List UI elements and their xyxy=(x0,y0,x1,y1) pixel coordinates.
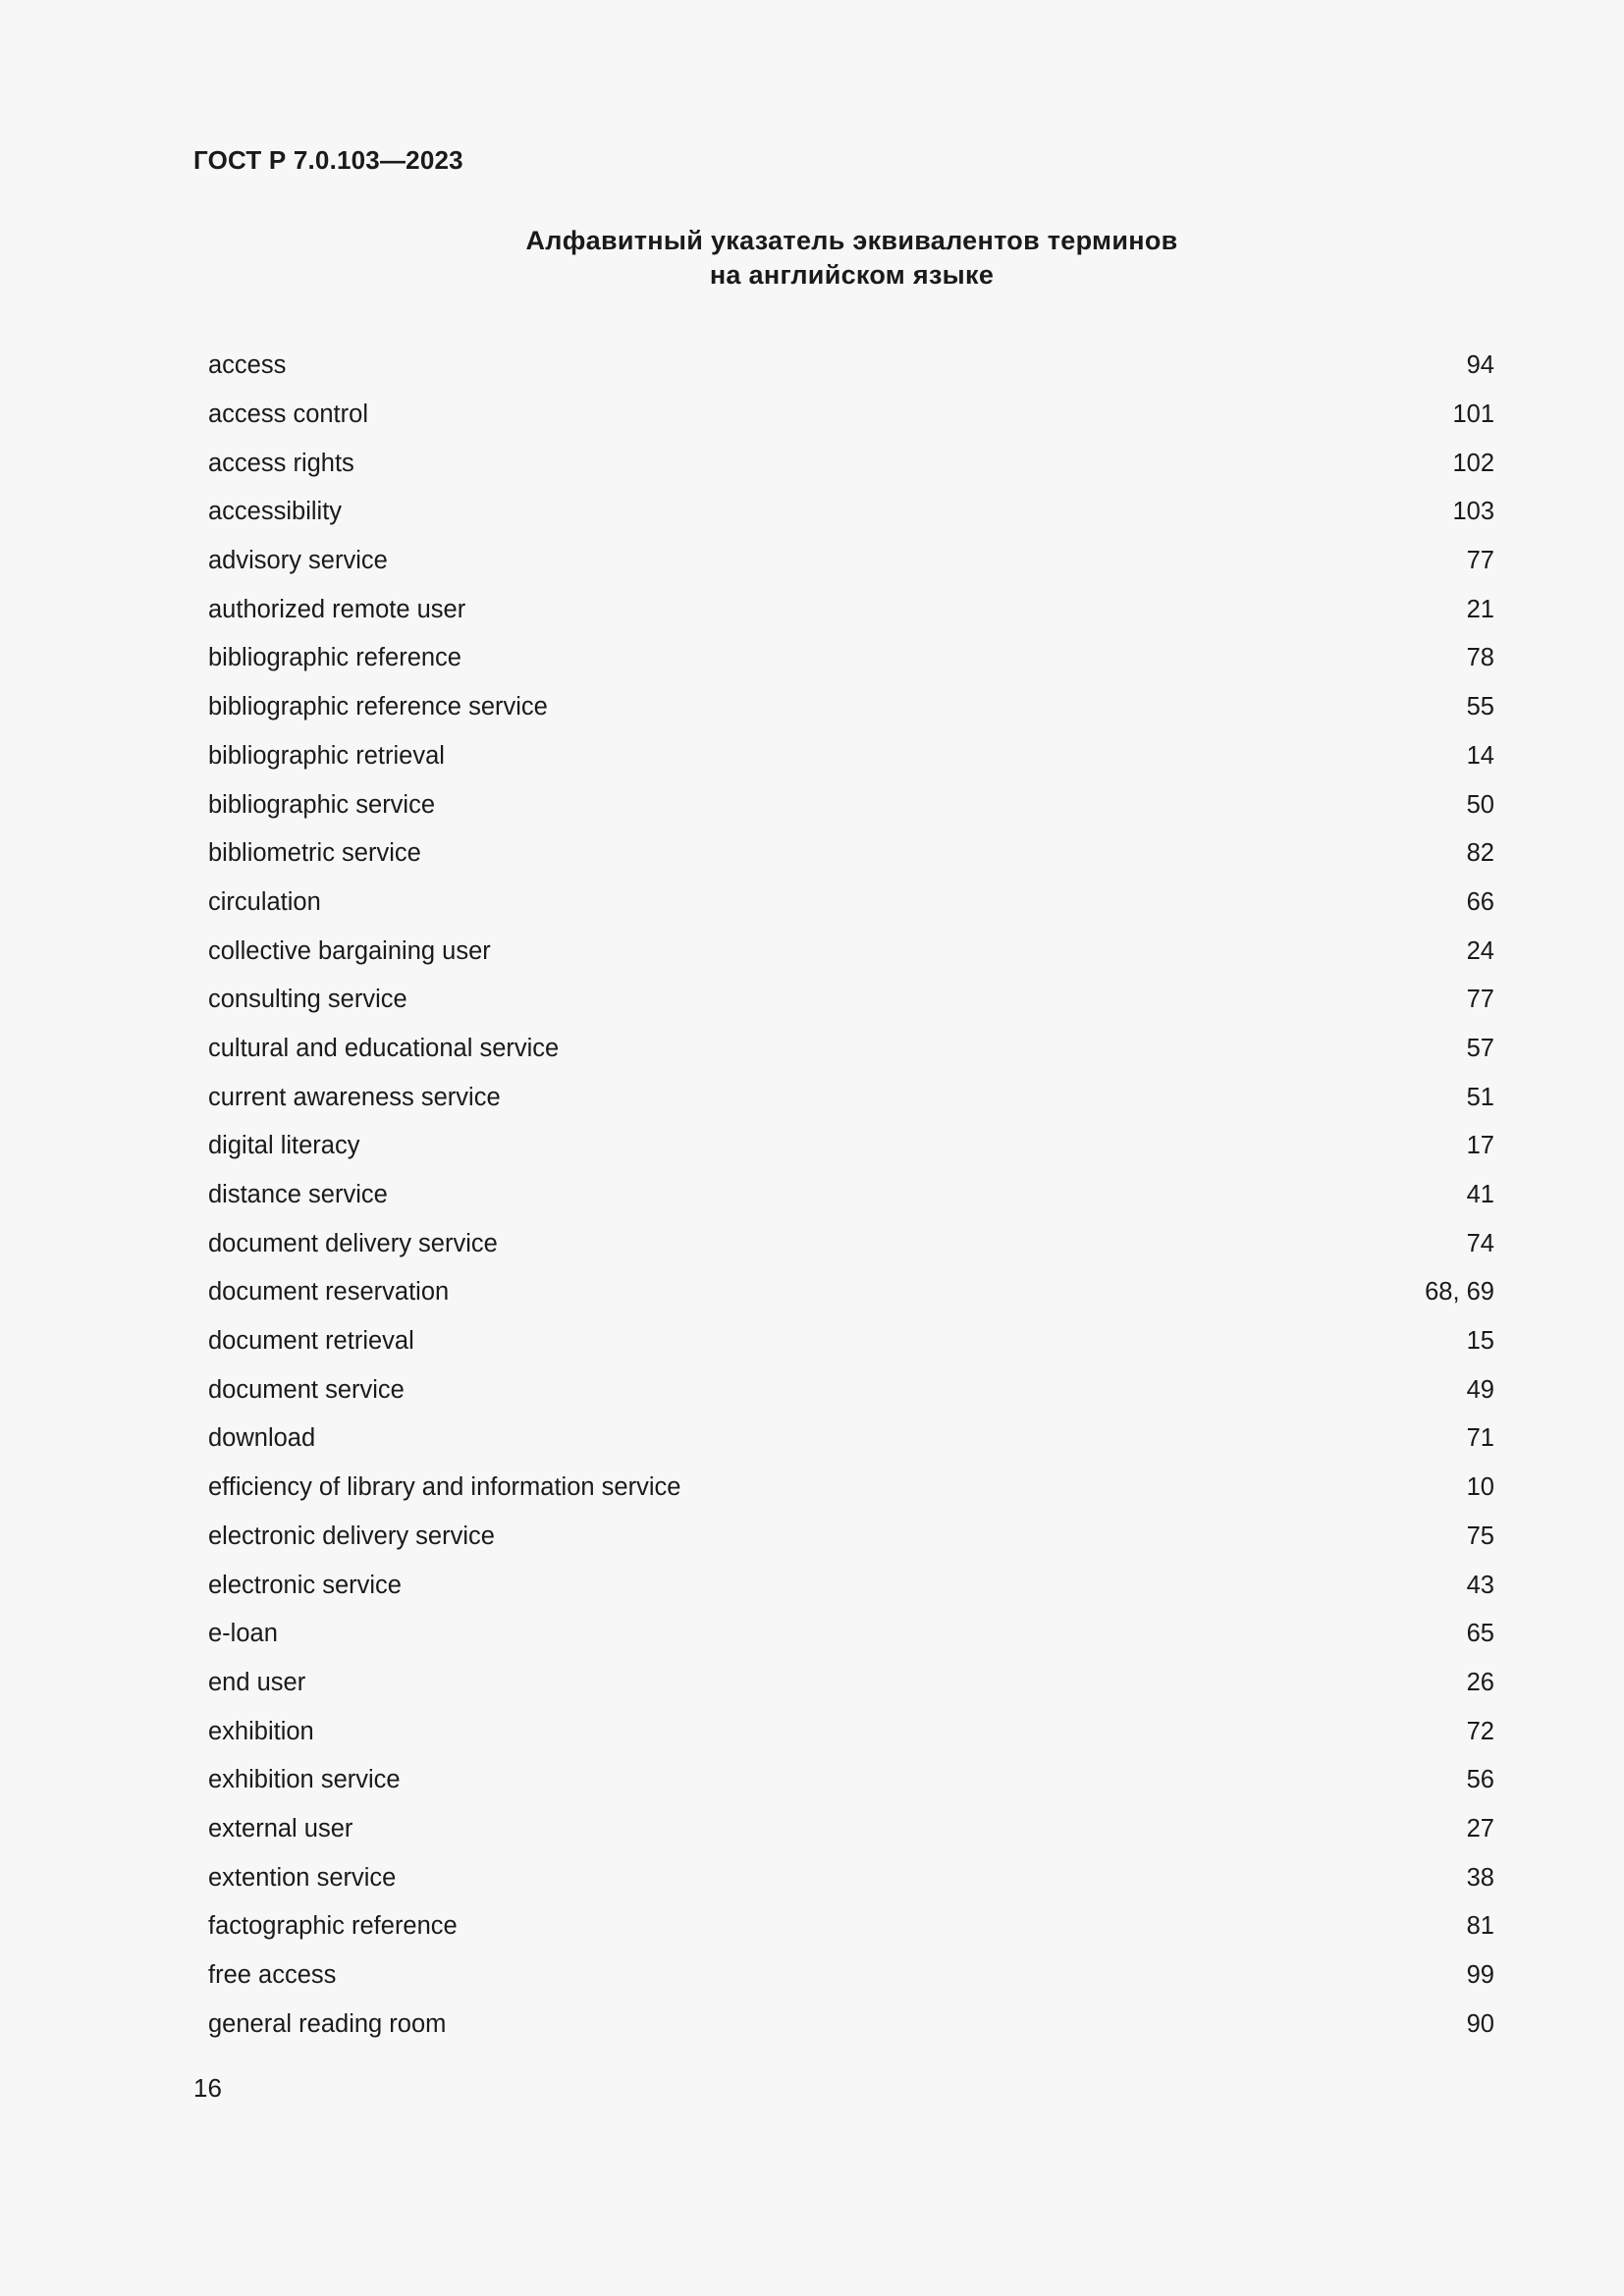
entry-reference-numbers: 50 xyxy=(1466,790,1494,819)
index-entry xyxy=(208,927,1494,976)
entry-reference-numbers: 101 xyxy=(1452,400,1494,429)
entry-reference-numbers: 38 xyxy=(1466,1863,1494,1892)
index-entry xyxy=(208,1365,1494,1415)
entry-reference-numbers: 57 xyxy=(1466,1034,1494,1062)
index-title-line-2: на английском языке xyxy=(709,260,995,290)
index-entry xyxy=(208,1219,1494,1268)
entry-reference-numbers: 71 xyxy=(1466,1424,1494,1453)
entry-reference-numbers: 81 xyxy=(1466,1912,1494,1941)
entry-term: factographic reference xyxy=(208,1912,458,1941)
entry-term: circulation xyxy=(208,887,321,916)
entry-reference-numbers: 55 xyxy=(1466,693,1494,721)
entry-term: extention service xyxy=(208,1863,397,1892)
index-title xyxy=(0,224,1624,293)
entry-reference-numbers: 56 xyxy=(1466,1766,1494,1794)
entry-term: general reading room xyxy=(208,2009,447,2038)
entry-reference-numbers: 15 xyxy=(1466,1327,1494,1356)
entry-term: access control xyxy=(208,400,368,429)
entry-term: electronic service xyxy=(208,1571,402,1599)
entry-reference-numbers: 21 xyxy=(1466,595,1494,623)
entry-term: free access xyxy=(208,1961,337,1990)
entry-reference-numbers: 17 xyxy=(1466,1132,1494,1160)
index-entry xyxy=(208,1073,1494,1122)
entry-reference-numbers: 77 xyxy=(1466,986,1494,1014)
entry-term: document delivery service xyxy=(208,1229,498,1257)
index-entry xyxy=(208,1659,1494,1708)
entry-reference-numbers: 49 xyxy=(1466,1375,1494,1404)
entry-term: download xyxy=(208,1424,316,1453)
index-entry xyxy=(208,391,1494,440)
index-entry xyxy=(208,976,1494,1025)
term-index-list xyxy=(208,342,1494,2049)
index-entry xyxy=(208,1317,1494,1366)
entry-reference-numbers: 78 xyxy=(1466,644,1494,672)
index-entry xyxy=(208,829,1494,879)
entry-term: electronic delivery service xyxy=(208,1522,495,1550)
index-entry xyxy=(208,1707,1494,1756)
index-entry xyxy=(208,732,1494,781)
entry-term: digital literacy xyxy=(208,1132,360,1160)
index-title-line-1: Алфавитный указатель эквивалентов терминов xyxy=(525,226,1178,255)
entry-reference-numbers: 65 xyxy=(1466,1620,1494,1648)
entry-term: document reservation xyxy=(208,1278,450,1307)
index-entry xyxy=(208,488,1494,537)
entry-reference-numbers: 75 xyxy=(1466,1522,1494,1550)
index-entry xyxy=(208,1805,1494,1854)
entry-term: cultural and educational service xyxy=(208,1034,560,1062)
index-entry xyxy=(208,537,1494,586)
entry-term: end user xyxy=(208,1668,306,1696)
index-entry xyxy=(208,1853,1494,1902)
entry-reference-numbers: 14 xyxy=(1466,741,1494,770)
index-entry xyxy=(208,342,1494,391)
document-header: ГОСТ Р 7.0.103—2023 xyxy=(193,145,463,175)
entry-term: accessibility xyxy=(208,498,343,526)
index-entry xyxy=(208,1464,1494,1513)
entry-reference-numbers: 103 xyxy=(1452,498,1494,526)
entry-term: advisory service xyxy=(208,547,388,575)
entry-reference-numbers: 43 xyxy=(1466,1571,1494,1599)
entry-reference-numbers: 72 xyxy=(1466,1717,1494,1745)
index-entry xyxy=(208,1268,1494,1317)
entry-reference-numbers: 27 xyxy=(1466,1814,1494,1842)
entry-reference-numbers: 66 xyxy=(1466,887,1494,916)
entry-reference-numbers: 10 xyxy=(1466,1473,1494,1502)
entry-term: bibliographic reference xyxy=(208,644,461,672)
index-entry xyxy=(208,1415,1494,1464)
entry-reference-numbers: 99 xyxy=(1466,1961,1494,1990)
index-entry xyxy=(208,1171,1494,1220)
index-entry xyxy=(208,634,1494,683)
index-entry xyxy=(208,780,1494,829)
index-entry xyxy=(208,1951,1494,2001)
entry-reference-numbers: 41 xyxy=(1466,1181,1494,1209)
entry-term: authorized remote user xyxy=(208,595,466,623)
entry-term: external user xyxy=(208,1814,353,1842)
index-entry xyxy=(208,683,1494,732)
entry-term: document retrieval xyxy=(208,1327,414,1356)
entry-term: document service xyxy=(208,1375,405,1404)
entry-reference-numbers: 94 xyxy=(1466,351,1494,380)
index-entry xyxy=(208,879,1494,928)
page-number: 16 xyxy=(193,2073,222,2103)
index-entry xyxy=(208,1025,1494,1074)
entry-term: bibliographic reference service xyxy=(208,693,548,721)
entry-term: access rights xyxy=(208,449,354,477)
entry-term: collective bargaining user xyxy=(208,936,491,965)
index-entry xyxy=(208,1561,1494,1610)
entry-term: efficiency of library and information service xyxy=(208,1473,681,1502)
index-entry xyxy=(208,585,1494,634)
entry-term: exhibition xyxy=(208,1717,314,1745)
index-entry xyxy=(208,1513,1494,1562)
index-entry xyxy=(208,439,1494,488)
entry-reference-numbers: 74 xyxy=(1466,1229,1494,1257)
entry-reference-numbers: 102 xyxy=(1452,449,1494,477)
entry-reference-numbers: 24 xyxy=(1466,936,1494,965)
entry-term: current awareness service xyxy=(208,1083,501,1111)
index-entry xyxy=(208,2000,1494,2049)
entry-reference-numbers: 77 xyxy=(1466,547,1494,575)
entry-term: bibliographic service xyxy=(208,790,436,819)
index-entry xyxy=(208,1756,1494,1805)
entry-term: bibliographic retrieval xyxy=(208,741,445,770)
entry-term: e-loan xyxy=(208,1620,278,1648)
entry-term: access xyxy=(208,351,287,380)
entry-term: exhibition service xyxy=(208,1766,401,1794)
entry-reference-numbers: 82 xyxy=(1466,839,1494,868)
entry-reference-numbers: 68, 69 xyxy=(1425,1278,1494,1307)
entry-reference-numbers: 51 xyxy=(1466,1083,1494,1111)
entry-reference-numbers: 90 xyxy=(1466,2009,1494,2038)
index-entry xyxy=(208,1610,1494,1659)
entry-term: consulting service xyxy=(208,986,407,1014)
entry-reference-numbers: 26 xyxy=(1466,1668,1494,1696)
entry-term: distance service xyxy=(208,1181,388,1209)
index-entry xyxy=(208,1122,1494,1171)
entry-term: bibliometric service xyxy=(208,839,421,868)
index-entry xyxy=(208,1902,1494,1951)
